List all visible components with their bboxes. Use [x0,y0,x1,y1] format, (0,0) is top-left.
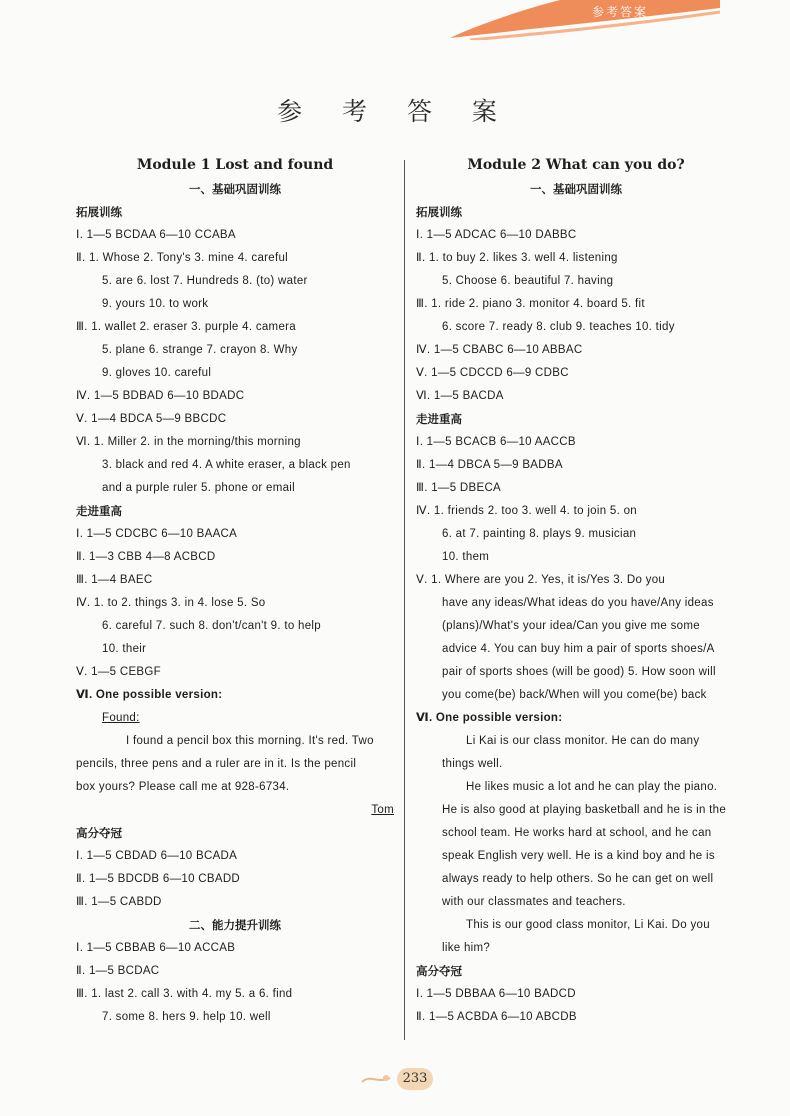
answer-line: Ⅵ. One possible version: [76,689,223,701]
answer-line: Ⅲ. 1—4 BAEC [76,574,153,586]
answer-line: Ⅵ. 1—5 BACDA [416,390,504,402]
answer-line: Ⅲ. 1. last 2. call 3. with 4. my 5. a 6. find [76,988,293,1000]
answer-line: Ⅲ. 1—5 DBECA [416,482,502,494]
answer-line: 5. plane 6. strange 7. crayon 8. Why [102,344,298,356]
essay-text: Li Kai is our class monitor. He can do many [466,735,700,747]
answer-line: 5. are 6. lost 7. Hundreds 8. (to) water [102,275,308,287]
answer-line: Ⅴ. 1—4 BDCA 5—9 BBCDC [76,413,227,425]
answer-line: Ⅲ. 1. ride 2. piano 3. monitor 4. board 5. fit [416,298,645,310]
section-head-extension: 拓展训练 [76,205,122,219]
answer-line: Ⅳ. 1—5 BDBAD 6—10 BDADC [76,390,245,402]
answer-line: 10. their [102,643,147,655]
module-1-title: Module 1 Lost and found [136,157,334,173]
essay-text: speak English very well. He is a kind boy and he is [442,850,715,862]
section-basic-training: 一、基础巩固训练 [530,182,622,196]
answer-line: Ⅵ. One possible version: [416,712,563,724]
section-head-top-score: 高分夺冠 [76,826,122,840]
right-column [416,152,736,1029]
answer-line: Ⅳ. 1. to 2. things 3. in 4. lose 5. So [76,597,266,609]
answer-line: Ⅰ. 1—5 BCDAA 6—10 CCABA [76,229,236,241]
essay-text: things well. [442,758,503,770]
answer-line: (plans)/What's your idea/Can you give me some [442,620,700,632]
essay-text: school team. He works hard at school, and he can [442,827,712,839]
section-head-top-score: 高分夺冠 [416,964,462,978]
answer-line: Ⅰ. 1—5 DBBAA 6—10 BADCD [416,988,576,1000]
answer-line: Ⅱ. 1—5 BDCDB 6—10 CBADD [76,873,241,885]
answer-line: 7. some 8. hers 9. help 10. well [102,1011,271,1023]
answer-line: Ⅰ. 1—5 CBBAB 6—10 ACCAB [76,942,236,954]
running-header: 参考答案 [592,5,649,19]
essay-text: He is also good at playing basketball and he is in the [442,804,727,816]
answer-line: 6. score 7. ready 8. club 9. teaches 10. tidy [442,321,675,333]
answer-line: Ⅴ. 1. Where are you 2. Yes, it is/Yes 3. Do you [416,574,666,586]
answer-line: Ⅵ. 1. Miller 2. in the morning/this morning [76,436,301,448]
answer-line: and a purple ruler 5. phone or email [102,482,295,494]
section-head-extension: 拓展训练 [416,205,462,219]
section-basic-training: 一、基础巩固训练 [189,182,281,196]
essay-text: always ready to help others. So he can get on well [442,873,714,885]
answer-line: Ⅳ. 1—5 CBABC 6—10 ABBAC [416,344,583,356]
answer-line: Ⅲ. 1. wallet 2. eraser 3. purple 4. camera [76,321,296,333]
section-ability-training: 二、能力提升训练 [189,918,281,932]
answer-line: Ⅴ. 1—5 CEBGF [76,666,161,678]
answer-line: Ⅱ. 1—5 BCDAC [76,965,160,977]
notice-text: pencils, three pens and a ruler are in it. Is the pencil [76,758,357,770]
answer-line: Ⅲ. 1—5 CABDD [76,896,162,908]
notice-heading: Found: [102,712,140,724]
answer-line: Ⅱ. 1—5 ACBDA 6—10 ABCDB [416,1011,577,1023]
notice-text: box yours? Please call me at 928-6734. [76,781,290,793]
answer-line: Ⅰ. 1—5 CDCBC 6—10 BAACA [76,528,238,540]
answer-line: pair of sports shoes (will be good) 5. How soon will [442,666,716,678]
answer-line: Ⅴ. 1—5 CDCCD 6—9 CDBC [416,367,569,379]
section-head-key-school: 走进重高 [76,504,122,518]
answer-line: 9. yours 10. to work [102,298,209,310]
answer-line: Ⅰ. 1—5 CBDAD 6—10 BCADA [76,850,238,862]
answer-line: 6. at 7. painting 8. plays 9. musician [442,528,637,540]
answer-line: Ⅰ. 1—5 BCACB 6—10 AACCB [416,436,576,448]
essay-text: This is our good class monitor, Li Kai. Do you [466,919,710,931]
left-column [76,152,394,1029]
answer-line: Ⅱ. 1—4 DBCA 5—9 BADBA [416,459,563,471]
essay-text: He likes music a lot and he can play the piano. [466,781,718,793]
answer-line: 5. Choose 6. beautiful 7. having [442,275,614,287]
notice-signature: Tom [371,804,394,816]
essay-text: with our classmates and teachers. [442,896,626,908]
notice-text: I found a pencil box this morning. It's red. Two [126,735,374,747]
answer-line: Ⅳ. 1. friends 2. too 3. well 4. to join 5. on [416,505,638,517]
answer-line: Ⅰ. 1—5 ADCAC 6—10 DABBC [416,229,577,241]
essay-text: like him? [442,942,491,954]
section-head-key-school: 走进重高 [416,412,462,426]
answer-line: 9. gloves 10. careful [102,367,212,379]
answer-line: 3. black and red 4. A white eraser, a black pen [102,459,351,471]
answer-line: advice 4. You can buy him a pair of sports shoes/A [442,643,715,655]
answer-line: Ⅱ. 1. to buy 2. likes 3. well 4. listening [416,252,618,264]
header-band [0,0,790,40]
page-title: 参 考 答 案 [277,97,513,126]
module-2-title: Module 2 What can you do? [467,157,685,173]
answer-line: Ⅱ. 1. Whose 2. Tony's 3. mine 4. careful [76,252,289,264]
answer-line: Ⅱ. 1—3 CBB 4—8 ACBCD [76,551,216,563]
page-number: 233 [397,1068,433,1090]
flower-deco-icon [360,1072,392,1086]
column-divider [404,160,405,1040]
answer-line: 6. careful 7. such 8. don't/can't 9. to help [102,620,321,632]
answer-line: you come(be) back/When will you come(be) back [442,689,707,701]
answer-line: 10. them [442,551,490,563]
answer-line: have any ideas/What ideas do you have/Any ideas [442,597,714,609]
